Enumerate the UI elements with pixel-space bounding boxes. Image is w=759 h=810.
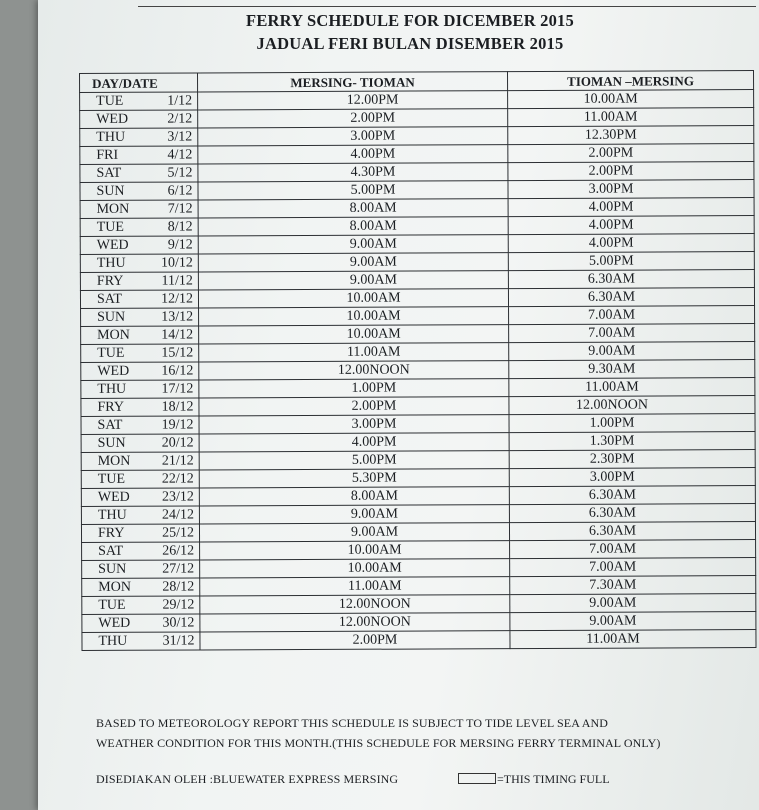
day-date-cell	[81, 344, 199, 363]
weather-note-line-2: WEATHER CONDITION FOR THIS MONTH.(THIS SCHEDULE FOR MERSING FERRY TERMINAL ONLY)	[96, 736, 661, 750]
day-date-cell	[81, 362, 199, 381]
tioman-mersing-time: 9.00AM	[510, 594, 756, 613]
tioman-mersing-time: 6.30AM	[509, 504, 755, 523]
day-name: SUN	[97, 435, 126, 451]
date: 6/12	[167, 183, 193, 199]
day-date-cell	[80, 272, 198, 291]
mersing-tioman-time: 9.00AM	[199, 505, 509, 524]
tioman-mersing-time: 7.00AM	[509, 324, 755, 343]
day-date-cell	[81, 380, 199, 399]
day-date-cell	[81, 434, 199, 453]
date: 19/12	[161, 417, 194, 433]
mersing-tioman-time: 10.00AM	[199, 325, 509, 344]
day-date-cell	[81, 416, 199, 435]
date: 12/12	[161, 291, 194, 307]
tioman-mersing-time: 12.00NOON	[509, 396, 755, 415]
mersing-tioman-time: 12.00NOON	[199, 361, 509, 380]
day-name: SAT	[96, 291, 122, 307]
date: 21/12	[161, 453, 194, 469]
day-name: FRI	[96, 147, 119, 163]
date: 13/12	[161, 309, 194, 325]
date: 24/12	[162, 507, 194, 523]
mersing-tioman-time: 10.00AM	[200, 541, 510, 560]
schedule-rows	[80, 90, 756, 651]
day-date-cell	[82, 542, 200, 561]
tioman-mersing-time: 12.30PM	[508, 126, 754, 145]
tioman-mersing-time: 4.00PM	[508, 198, 754, 217]
mersing-tioman-time: 9.00AM	[198, 253, 508, 272]
date: 8/12	[167, 219, 193, 235]
date: 4/12	[167, 147, 193, 163]
tioman-mersing-time: 3.00PM	[508, 180, 754, 199]
day-name: THU	[98, 633, 128, 649]
mersing-tioman-time: 10.00AM	[198, 289, 508, 308]
table-row	[82, 630, 756, 651]
date: 10/12	[160, 255, 193, 271]
date: 7/12	[167, 201, 193, 217]
day-date-cell	[82, 560, 200, 579]
day-name: SAT	[98, 543, 124, 559]
mersing-tioman-time: 5.00PM	[199, 451, 509, 470]
day-name: SUN	[97, 309, 126, 325]
day-date-cell	[80, 182, 198, 201]
mersing-tioman-time: 11.00AM	[200, 577, 510, 596]
top-rule	[138, 6, 756, 7]
date: 2/12	[167, 111, 193, 127]
mersing-tioman-time: 12.00NOON	[200, 595, 510, 614]
day-name: WED	[96, 111, 129, 127]
legend-text: =THIS TIMING FULL	[497, 772, 610, 786]
mersing-tioman-time: 9.00AM	[198, 235, 508, 254]
mersing-tioman-time: 4.00PM	[199, 433, 509, 452]
day-date-cell	[81, 326, 199, 345]
tioman-mersing-time: 7.30AM	[510, 576, 756, 595]
day-name: MON	[97, 327, 130, 343]
day-name: TUE	[96, 93, 124, 109]
mersing-tioman-time: 8.00AM	[198, 199, 508, 218]
day-date-cell	[80, 164, 198, 183]
day-date-cell	[82, 578, 200, 597]
day-name: MON	[97, 453, 131, 469]
date: 5/12	[167, 165, 193, 181]
mersing-tioman-time: 10.00AM	[199, 307, 509, 326]
day-date-cell	[80, 92, 198, 111]
mersing-tioman-time: 2.00PM	[198, 109, 508, 128]
tioman-mersing-time: 3.00PM	[509, 468, 755, 487]
day-date-cell	[81, 452, 199, 471]
tioman-mersing-time: 2.00PM	[508, 162, 754, 181]
day-name: FRY	[96, 273, 124, 289]
tioman-mersing-time: 2.00PM	[508, 144, 754, 163]
day-name: FRY	[97, 399, 124, 415]
date: 18/12	[161, 399, 194, 415]
tioman-mersing-time: 7.00AM	[510, 540, 756, 559]
date: 22/12	[161, 471, 194, 487]
date: 16/12	[161, 363, 194, 379]
tioman-mersing-time: 4.00PM	[508, 216, 754, 235]
day-name: WED	[98, 615, 131, 631]
day-name: SUN	[96, 183, 125, 199]
mersing-tioman-time: 5.30PM	[199, 469, 509, 488]
date: 28/12	[162, 579, 195, 595]
day-date-cell	[81, 524, 199, 543]
tioman-mersing-time: 11.00AM	[510, 630, 756, 649]
tioman-mersing-time: 11.00AM	[508, 108, 754, 127]
tioman-mersing-time: 10.00AM	[508, 90, 754, 109]
day-name: THU	[97, 507, 127, 523]
date: 1/12	[167, 93, 193, 109]
ferry-schedule-table	[79, 70, 757, 651]
day-name: WED	[97, 363, 130, 379]
tioman-mersing-time: 6.30AM	[509, 522, 755, 541]
tioman-mersing-time: 11.00AM	[509, 378, 755, 397]
day-name: THU	[96, 129, 126, 145]
schedule-title-malay: JADUAL FERI BULAN DISEMBER 2015	[256, 34, 564, 53]
schedule-title-english: FERRY SCHEDULE FOR DICEMBER 2015	[246, 11, 574, 30]
date: 25/12	[162, 525, 195, 541]
header-tioman-mersing: TIOMAN –MERSING	[507, 71, 753, 91]
mersing-tioman-time: 12.00NOON	[200, 613, 510, 632]
day-date-cell	[81, 488, 199, 507]
tioman-mersing-time: 6.30AM	[509, 486, 755, 505]
mersing-tioman-time: 1.00PM	[199, 379, 509, 398]
day-date-cell	[82, 614, 200, 633]
day-name: WED	[96, 237, 129, 253]
day-name: MON	[98, 579, 131, 595]
mersing-tioman-time: 4.00PM	[198, 145, 508, 164]
tioman-mersing-time: 7.00AM	[509, 306, 755, 325]
date: 30/12	[162, 615, 195, 631]
tioman-mersing-time: 4.00PM	[508, 234, 754, 253]
day-date-cell	[80, 236, 198, 255]
date: 23/12	[161, 489, 194, 505]
header-mersing-tioman: MERSING- TIOMAN	[198, 72, 508, 92]
date: 15/12	[161, 345, 194, 361]
day-date-cell	[81, 398, 199, 417]
date: 29/12	[162, 597, 195, 613]
tioman-mersing-time: 9.00AM	[510, 612, 756, 631]
mersing-tioman-time: 8.00AM	[198, 217, 508, 236]
tioman-mersing-time: 1.30PM	[509, 432, 755, 451]
day-name: THU	[97, 381, 127, 397]
day-date-cell	[80, 254, 198, 273]
day-name: TUE	[97, 471, 126, 487]
tioman-mersing-time: 2.30PM	[509, 450, 755, 469]
day-date-cell	[82, 632, 200, 651]
day-date-cell	[80, 200, 198, 219]
date: 20/12	[161, 435, 194, 451]
mersing-tioman-time: 9.00AM	[199, 523, 509, 542]
tioman-mersing-time: 6.30AM	[508, 270, 754, 289]
date: 26/12	[162, 543, 195, 559]
tioman-mersing-time: 7.00AM	[510, 558, 756, 577]
tioman-mersing-time: 5.00PM	[508, 252, 754, 271]
header-day-date: DAY/DATE	[80, 73, 198, 93]
date: 17/12	[161, 381, 194, 397]
day-name: THU	[96, 255, 126, 271]
day-name: SAT	[96, 165, 122, 181]
mersing-tioman-time: 5.00PM	[198, 181, 508, 200]
day-date-cell	[80, 146, 198, 165]
day-name: TUE	[97, 345, 125, 361]
mersing-tioman-time: 10.00AM	[200, 559, 510, 578]
day-date-cell	[80, 218, 198, 237]
day-name: SAT	[97, 417, 123, 433]
mersing-tioman-time: 2.00PM	[200, 631, 510, 650]
mersing-tioman-time: 3.00PM	[198, 127, 508, 146]
day-date-cell	[81, 470, 199, 489]
mersing-tioman-time: 11.00AM	[199, 343, 509, 362]
day-date-cell	[80, 128, 198, 147]
mersing-tioman-time: 12.00PM	[198, 91, 508, 110]
date: 11/12	[161, 273, 193, 289]
day-name: SUN	[98, 561, 127, 577]
weather-note-line-1: BASED TO METEOROLOGY REPORT THIS SCHEDULE IS SUBJECT TO TIDE LEVEL SEA AND	[96, 716, 609, 730]
day-name: FRY	[97, 525, 125, 541]
date: 14/12	[161, 327, 194, 343]
day-date-cell	[80, 290, 198, 309]
tioman-mersing-time: 9.00AM	[509, 342, 755, 361]
date: 3/12	[167, 129, 193, 145]
day-date-cell	[81, 506, 199, 525]
day-date-cell	[82, 596, 200, 615]
day-date-cell	[81, 308, 199, 327]
mersing-tioman-time: 2.00PM	[199, 397, 509, 416]
date: 31/12	[162, 633, 195, 649]
date: 27/12	[162, 561, 195, 577]
legend-box-icon	[458, 773, 496, 784]
date: 9/12	[167, 237, 193, 253]
tioman-mersing-time: 9.30AM	[509, 360, 755, 379]
day-name: WED	[97, 489, 130, 505]
tioman-mersing-time: 6.30AM	[508, 288, 754, 307]
prepared-by: DISEDIAKAN OLEH :BLUEWATER EXPRESS MERSING	[96, 772, 399, 786]
day-name: TUE	[96, 219, 124, 235]
mersing-tioman-time: 3.00PM	[199, 415, 509, 434]
day-date-cell	[80, 110, 198, 129]
mersing-tioman-time: 9.00AM	[198, 271, 508, 290]
mersing-tioman-time: 4.30PM	[198, 163, 508, 182]
mersing-tioman-time: 8.00AM	[199, 487, 509, 506]
tioman-mersing-time: 1.00PM	[509, 414, 755, 433]
day-name: TUE	[98, 597, 126, 613]
day-name: MON	[96, 201, 130, 217]
